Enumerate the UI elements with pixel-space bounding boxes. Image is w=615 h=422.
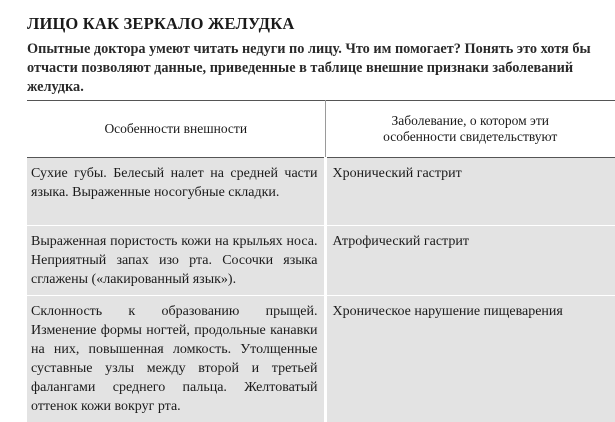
symptoms-table (27, 100, 615, 422)
row-signs: Склонность к образованию прыщей. Изменение формы ногтей, продольные канавки на них, повышенная ломкость. Утолщенные суставные узлы между второй и третьей фалангами среднего пальца. Желтоватый оттенок кожи вокруг рта. (27, 296, 325, 422)
header-signs: Особенности внешности (27, 101, 325, 158)
row-disease: Хроническое нарушение пищеварения (325, 296, 615, 422)
row-disease: Атрофический гастрит (325, 226, 615, 296)
table-row (27, 158, 615, 226)
article-lead: Опытные доктора умеют читать недуги по лицу. Что им помогает? Понять это хотя бы отчасти позволяют данные, приведенные в таблице внешние признаки заболеваний желудка. (27, 40, 609, 97)
table-row (27, 296, 615, 422)
row-signs: Выраженная пористость кожи на крыльях носа. Неприятный запах изо рта. Сосочки языка сглажены («лакированный язык»). (27, 226, 325, 296)
row-disease: Хронический гастрит (325, 158, 615, 226)
table-row (27, 226, 615, 296)
header-disease-label: Заболевание, о котором эти особенности свидетельствуют (370, 113, 570, 145)
article-title: ЛИЦО КАК ЗЕРКАЛО ЖЕЛУДКА (27, 14, 615, 34)
table-header (27, 101, 615, 158)
row-signs: Сухие губы. Белесый налет на средней части языка. Выраженные носогубные складки. (27, 158, 325, 226)
header-disease (325, 101, 615, 158)
